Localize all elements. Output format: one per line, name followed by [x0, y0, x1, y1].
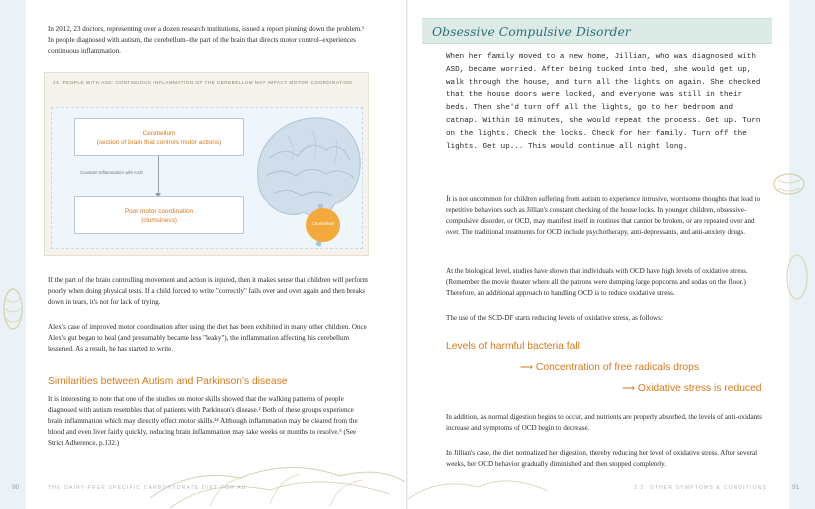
arrow-right-icon: ⟶: [520, 362, 533, 372]
left-page: [0, 0, 407, 509]
flow-arrow: [158, 156, 159, 196]
left-paragraph-2: If the part of the brain controlling movement and action is injured, then it makes sense that children will perform poorly when doing physical tests. If a child forced to write "correctly" fails over and over again and then breaks down in tears, it's not for lack of trying.: [48, 276, 368, 306]
vegetable-sketch-icon: [408, 455, 548, 509]
right-paragraph-4: In addition, as normal digestion begins to occur, and nutrients are properly absorbed, the levels of anti-oxidants increase and symptoms of OCD begin to decrease.: [446, 413, 762, 432]
left-paragraph-1: In 2012, 23 doctors, representing over a dozen research institutions, issued a report pinning down the problem.¹ In people diagnosed with autism, the cerebellum–the part of the brain that directs motor control–experiences continuous inflammation.: [48, 25, 365, 55]
margin-sketch-icon: [784, 250, 810, 304]
flow-box-motor: [74, 196, 244, 234]
flow-box-cerebellum: [74, 118, 244, 156]
flow-arrow-label: Constant Inflammation with ASD: [80, 170, 143, 175]
figure-caption: 23. PEOPLE WITH ASD: CONTINUOUS INFLAMMATION OF THE CEREBELLUM MAY IMPACT MOTOR COORDINATION: [53, 80, 353, 85]
right-page: [408, 0, 815, 509]
section-heading: Similarities between Autism and Parkinson's disease: [48, 376, 288, 387]
arrow-right-icon: ⟶: [622, 383, 635, 393]
cascade-step-3: [622, 383, 762, 394]
flow-box-motor-subtitle: (clumsiness): [141, 217, 177, 224]
case-story: When her family moved to a new home, Jillian, who was diagnosed with ASD, became worried. After being tucked into bed, she would get up, walk through the house, and turn all the lights on again. She checked that the house doors were locked, and everyone was still in their beds. Then she'd turn off all the lights, go to her bedroom and catnap. Within 10 minutes, she would repeat the process. Get up. Turn on the lights. Check the locks. Check for her family. Turn off the lights. Get up... This would continue all night long.: [446, 53, 761, 151]
cascade-step-1-text: Levels of harmful bacteria fall: [446, 341, 580, 352]
brain-illustration-icon: [248, 108, 364, 250]
cascade-step-3-text: Oxidative stress is reduced: [637, 383, 762, 394]
figure-box: [44, 72, 369, 256]
right-running-head: 2.2: OTHER SYMPTOMS & CONDITIONS: [634, 485, 768, 491]
vegetable-sketch-icon: [150, 438, 405, 509]
margin-sketch-icon: [772, 170, 806, 198]
flow-box-cerebellum-subtitle: (section of brain that controls motor actions): [96, 139, 222, 146]
right-paragraph-1-text: t is not uncommon for children suffering from autism to experience intrusive, worrisome thoughts that lead to repetitive behaviors such as Jillian's constant checking of the house locks. In younger children, obsessive-compulsive disorder, or OCD, may manifest itself in routines that cannot be broken, or are repeated over and over. The traditional treatments for OCD include psychotherapy, anti-depressants, and anti-anxiety drugs.: [446, 195, 761, 236]
cascade-step-2: [520, 362, 699, 373]
right-paragraph-2: At the biological level, studies have shown that individuals with OCD have high levels of oxidative stress. (Remember the movie theater where all the patrons were dumping large popcorns and sodas on the floor.) Therefore, an additional approach to handling OCD is to reduce oxidative stress.: [446, 267, 748, 297]
left-running-head: THE DAIRY-FREE SPECIFIC CARBOHYDRATE DIET FOR AU: [48, 485, 247, 491]
flow-box-motor-title: Poor motor coordination: [124, 208, 194, 215]
section-title-banner: [422, 18, 772, 44]
right-page-number: 91: [792, 484, 800, 491]
drop-cap: I: [446, 194, 449, 203]
margin-sketch-icon: [2, 285, 24, 333]
left-paragraph-4: It is interesting to note that one of the studies on motor skills showed that the walking patterns of people diagnosed with autism resembles that of patients with Parkinson's disease.² Both of these groups experience brain inflammation which may directly effect motor skills.³⁴ Although inflammation may be cleared from the blood and even liver fairly quickly, reducing brain inflammation may take weeks or months to resolve.⁵ (See Strict Adherence, p.132.): [48, 395, 358, 447]
right-paragraph-1: [446, 193, 766, 238]
right-paragraph-5: In Jillian's case, the diet normalized her digestion, thereby reducing her level of oxidative stress. After several weeks, her OCD behavior gradually diminished and then stopped completely.: [446, 449, 758, 468]
left-paragraph-3: Alex's case of improved motor coordination after using the diet has been exhibited in many other children. Once Alex's gut began to heal (and presumably became less "leaky"), the inflammation affecting his cerebellum lessened. As a result, he has started to write.: [48, 323, 367, 353]
left-page-number: 90: [12, 484, 20, 491]
figure-panel: [51, 107, 363, 249]
cerebellum-brain-label: Cerebellum: [311, 221, 335, 226]
section-title: Obsessive Compulsive Disorder: [432, 24, 631, 39]
right-paragraph-3: The use of the SCD-DF starts reducing levels of oxidative stress, as follows:: [446, 314, 663, 322]
left-margin-band: [0, 0, 26, 509]
cascade-step-1: [446, 341, 580, 352]
cascade-step-2-text: Concentration of free radicals drops: [535, 362, 700, 373]
flow-box-cerebellum-title: Cerebellum: [142, 130, 176, 137]
